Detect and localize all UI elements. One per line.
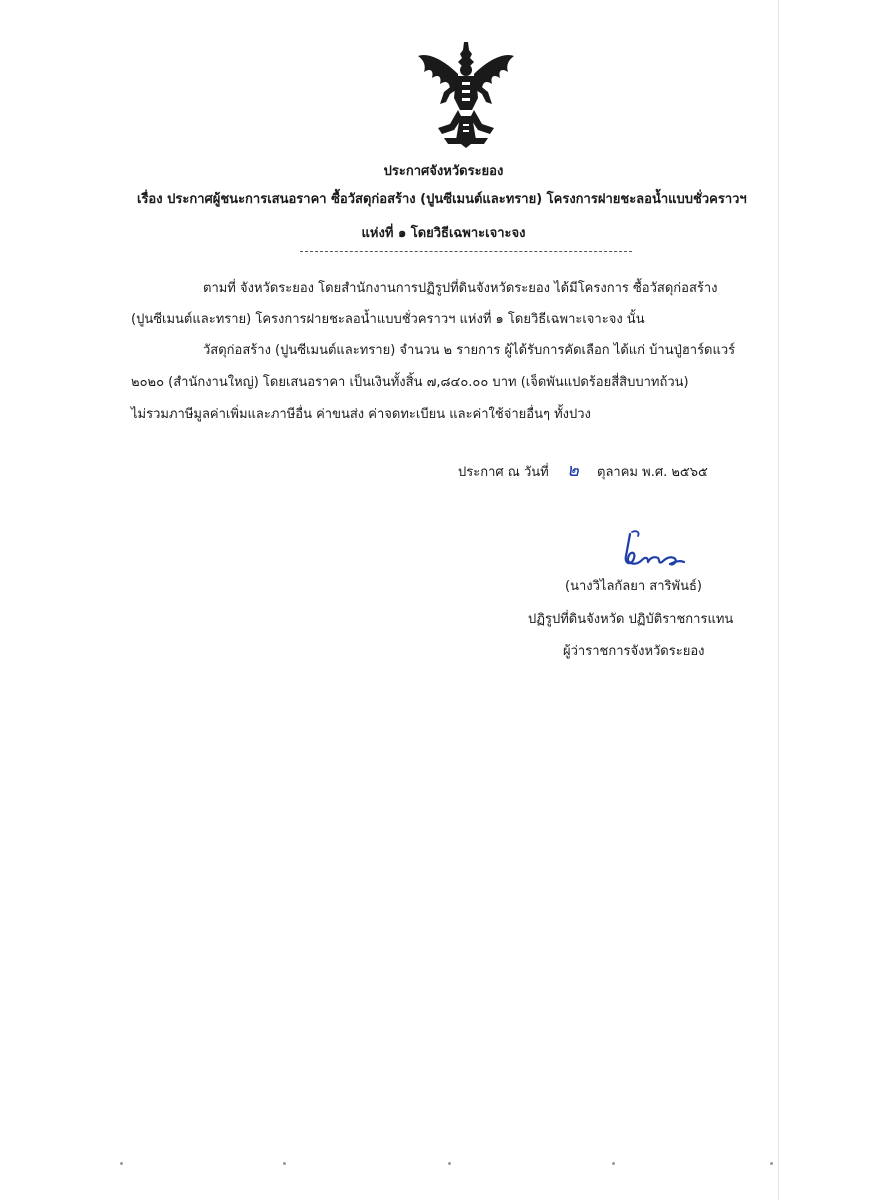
body-line-4: ๒๐๒๐ (สำนักงานใหญ่) โดยเสนอราคา เป็นเงินทั้งสิ้น ๗,๘๔๐.๐๐ บาท (เจ็ดพันแปดร้อยสี่สิบบาทถ้วน)	[131, 375, 689, 390]
date-day-handwritten: ๒	[566, 460, 579, 481]
scan-speck	[612, 1162, 615, 1165]
signatory-name: (นางวิไลกัลยา สาริพันธ์)	[565, 579, 702, 594]
scan-speck	[448, 1162, 451, 1165]
date-month-year: ตุลาคม พ.ศ. ๒๕๖๕	[597, 465, 708, 480]
scan-speck	[283, 1162, 286, 1165]
announcement-date	[458, 455, 708, 484]
subject-line-1: เรื่อง ประกาศผู้ชนะการเสนอราคา ซื้อวัสดุก่อสร้าง (ปูนซีเมนต์และทราย) โครงการฝายชะลอน้ำแบบชั่วคราวฯ	[137, 192, 747, 207]
body-line-1: ตามที่ จังหวัดระยอง โดยสำนักงานการปฏิรูปที่ดินจังหวัดระยอง ได้มีโครงการ ซื้อวัสดุก่อสร้าง	[203, 281, 718, 296]
body-line-3: วัสดุก่อสร้าง (ปูนซีเมนต์และทราย) จำนวน ๒ รายการ ผู้ได้รับการคัดเลือก ได้แก่ บ้านปู่ฮาร์ดแวร์	[203, 343, 736, 358]
signatory-position: ปฏิรูปที่ดินจังหวัด ปฏิบัติราชการแทน	[528, 612, 734, 627]
garuda-emblem	[414, 40, 518, 152]
date-prefix: ประกาศ ณ วันที่	[458, 465, 549, 480]
body-line-5: ไม่รวมภาษีมูลค่าเพิ่มและภาษีอื่น ค่าขนส่ง ค่าจดทะเบียน และค่าใช้จ่ายอื่นๆ ทั้งปวง	[131, 407, 591, 422]
announcement-title: ประกาศจังหวัดระยอง	[383, 164, 504, 179]
separator-rule	[300, 251, 632, 252]
signatory-authority: ผู้ว่าราชการจังหวัดระยอง	[563, 644, 705, 659]
subject-line-2: แห่งที่ ๑ โดยวิธีเฉพาะเจาะจง	[361, 226, 526, 241]
body-line-2: (ปูนซีเมนต์และทราย) โครงการฝายชะลอน้ำแบบชั่วคราวฯ แห่งที่ ๑ โดยวิธีเฉพาะเจาะจง นั้น	[131, 312, 645, 327]
handwritten-signature	[612, 528, 692, 574]
scan-speck	[770, 1162, 773, 1165]
scan-speck	[120, 1162, 123, 1165]
